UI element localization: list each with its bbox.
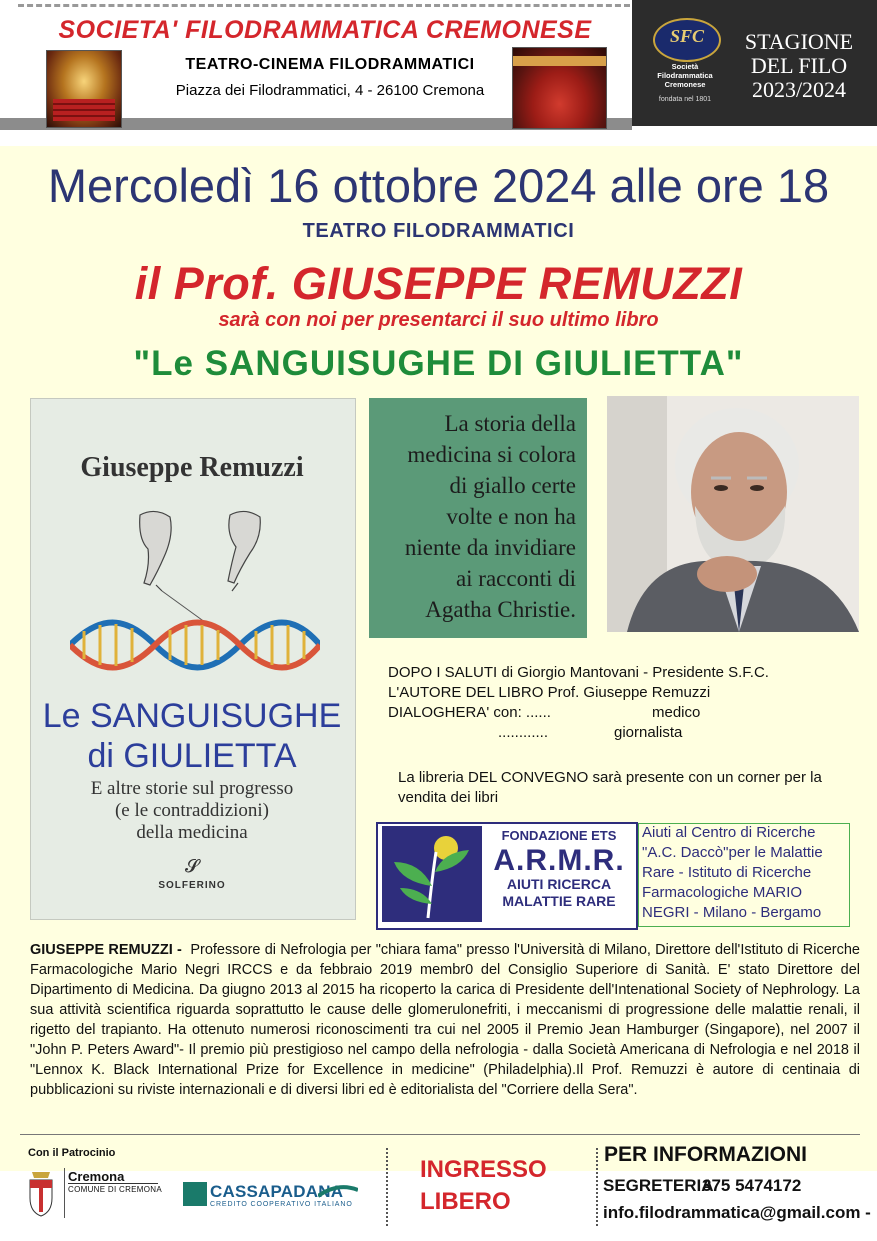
armr-info-text: Aiuti al Centro di Ricerche "A.C. Daccò"per le Malattie Rare - Istituto di Ricerche Farmacologiche MARIO NEGRI - Milano - Bergamo	[642, 824, 823, 921]
theatre-stalls-photo	[512, 47, 607, 129]
secretariat-label: SEGRETERIA	[603, 1176, 714, 1195]
book-title: "Le SANGUISUGHE DI GIULIETTA"	[133, 344, 744, 383]
season-line-1: STAGIONE	[744, 29, 854, 54]
bookshop-note: La libreria DEL CONVEGNO sarà presente con un corner per la vendita dei libri	[398, 769, 822, 806]
theatre-name: TEATRO-CINEMA FILODRAMMATICI	[185, 56, 475, 73]
society-name: SOCIETA' FILODRAMMATICA CREMONESE	[58, 16, 592, 44]
phone-number[interactable]: 375 5474172	[702, 1176, 802, 1195]
cremona-subtitle: COMUNE DI CREMONA	[68, 1185, 162, 1194]
theatre-interior-photo	[46, 50, 122, 128]
patronage-label: Con il Patrocinio	[28, 1147, 116, 1159]
cremona-crest-icon	[26, 1168, 56, 1218]
speaker-name: il Prof. GIUSEPPE REMUZZI	[134, 258, 743, 309]
cover-author: Giuseppe Remuzzi	[80, 452, 304, 483]
season-line-2: DEL FILO	[750, 53, 848, 78]
cremona-divider	[64, 1168, 65, 1218]
armr-foundation: FONDAZIONE ETS	[501, 828, 617, 843]
quote-line: di giallo certe	[449, 473, 576, 498]
publisher-logo-icon: 𝓢	[185, 856, 199, 876]
email-address[interactable]: info.filodrammatica@gmail.com -	[603, 1203, 871, 1222]
program-author: L'AUTORE DEL LIBRO Prof. Giuseppe Remuzzi	[388, 684, 711, 701]
quote-line: La storia della	[444, 411, 576, 436]
program-greetings: DOPO I SALUTI di Giorgio Mantovani - Presidente S.F.C.	[388, 664, 769, 681]
event-date: Mercoledì 16 ottobre 2024 alle ore 18	[47, 159, 830, 212]
bank-logo-icon	[183, 1182, 207, 1206]
presenting-line: sarà con noi per presentarci il suo ultimo libro	[218, 309, 659, 331]
cover-title-line-1: Le SANGUISUGHE	[42, 697, 342, 735]
bank-subtitle: CREDITO COOPERATIVO ITALIANO	[210, 1201, 353, 1208]
program-placeholder: ............	[498, 724, 549, 741]
cover-subtitle: E altre storie sul progresso (e le contraddizioni) della medicina	[90, 778, 294, 843]
author-portrait	[607, 396, 859, 632]
quote-line: volte e non ha	[446, 504, 576, 529]
quote-line: medicina si colora	[407, 442, 576, 467]
cover-title-line-2: di GIULIETTA	[87, 737, 297, 775]
cremona-underline	[68, 1183, 158, 1184]
author-bio	[30, 940, 860, 1100]
bank-name: CASSAPADANA	[210, 1182, 344, 1201]
program-role-journalist: giornalista	[614, 724, 683, 741]
info-heading: PER INFORMAZIONI	[604, 1143, 807, 1166]
footer-rule	[20, 1134, 860, 1135]
armr-plant-icon	[382, 826, 482, 922]
society-logo-monogram: SFC	[669, 26, 705, 46]
quote-line: niente da invidiare	[404, 535, 576, 560]
armr-subtitle: AIUTI RICERCA MALATTIE RARE	[502, 876, 616, 909]
cremona-name: Cremona	[68, 1169, 125, 1184]
footer-dotted-divider	[596, 1148, 598, 1226]
bank-stripe-icon	[318, 1184, 358, 1198]
society-logo-name: Società Filodrammatica Cremonese	[657, 62, 713, 89]
quote-text	[372, 408, 576, 625]
cover-hands-dna-illustration	[70, 495, 320, 680]
theatre-address: Piazza dei Filodrammatici, 4 - 26100 Cremona	[175, 82, 485, 99]
society-founded: fondata nel 1801	[658, 96, 712, 103]
armr-acronym: A.R.M.R.	[493, 844, 625, 877]
header-dashed-rule	[18, 4, 630, 7]
quote-line: Agatha Christie.	[425, 597, 576, 622]
cover-title	[30, 696, 354, 776]
footer-dotted-divider	[386, 1148, 388, 1226]
event-venue: TEATRO FILODRAMMATICI	[302, 220, 575, 242]
free-entry: INGRESSO LIBERO	[420, 1156, 547, 1215]
season-line-3: 2023/2024	[751, 77, 847, 102]
quote-line: ai racconti di	[455, 566, 576, 591]
cover-publisher: SOLFERINO	[158, 880, 226, 891]
program-role-doctor: medico	[652, 704, 701, 721]
program-dialogue: DIALOGHERA' con: ......	[388, 704, 551, 721]
season-label	[724, 30, 874, 102]
bio-name: GIUSEPPE REMUZZI -	[30, 942, 182, 958]
bio-text: Professore di Nefrologia per "chiara fama" presso l'Università di Milano, Direttore dell'Istituto di Ricerche Farmacologiche Mario Negri IRCCS e da febbraio 2019 membr0 del Consiglio Superiore di Sanità. E' stato Direttore del Dipartimento di Medicina. Da giugno 2013 al 2015 ha ricoperto la carica di Presidente dell'Intenational Society of Nephrology. La sua attività scientifica riguarda soprattutto le cause delle glomerulonefriti, i meccanismi di progressione delle malattie renali, il rigetto del trapianto. Ha ottenuto numerosi riconoscimenti tra cui nel 2005 il Premio Jean Hamburger (Singapore), nel 2007 il "John P. Peters Award"- Il premio più prestigioso nel campo della nefrologia - dalla Società Americana di Nefrologia e nel 2018 il "Lennox K. Black International Prize for Excellence in medicine" (Philadelphia).Il Prof. Remuzzi è autore di centinaia di pubblicazioni su riviste internazionali e di diversi libri ed è editorialista del "Corriere della Sera".	[30, 942, 860, 1098]
